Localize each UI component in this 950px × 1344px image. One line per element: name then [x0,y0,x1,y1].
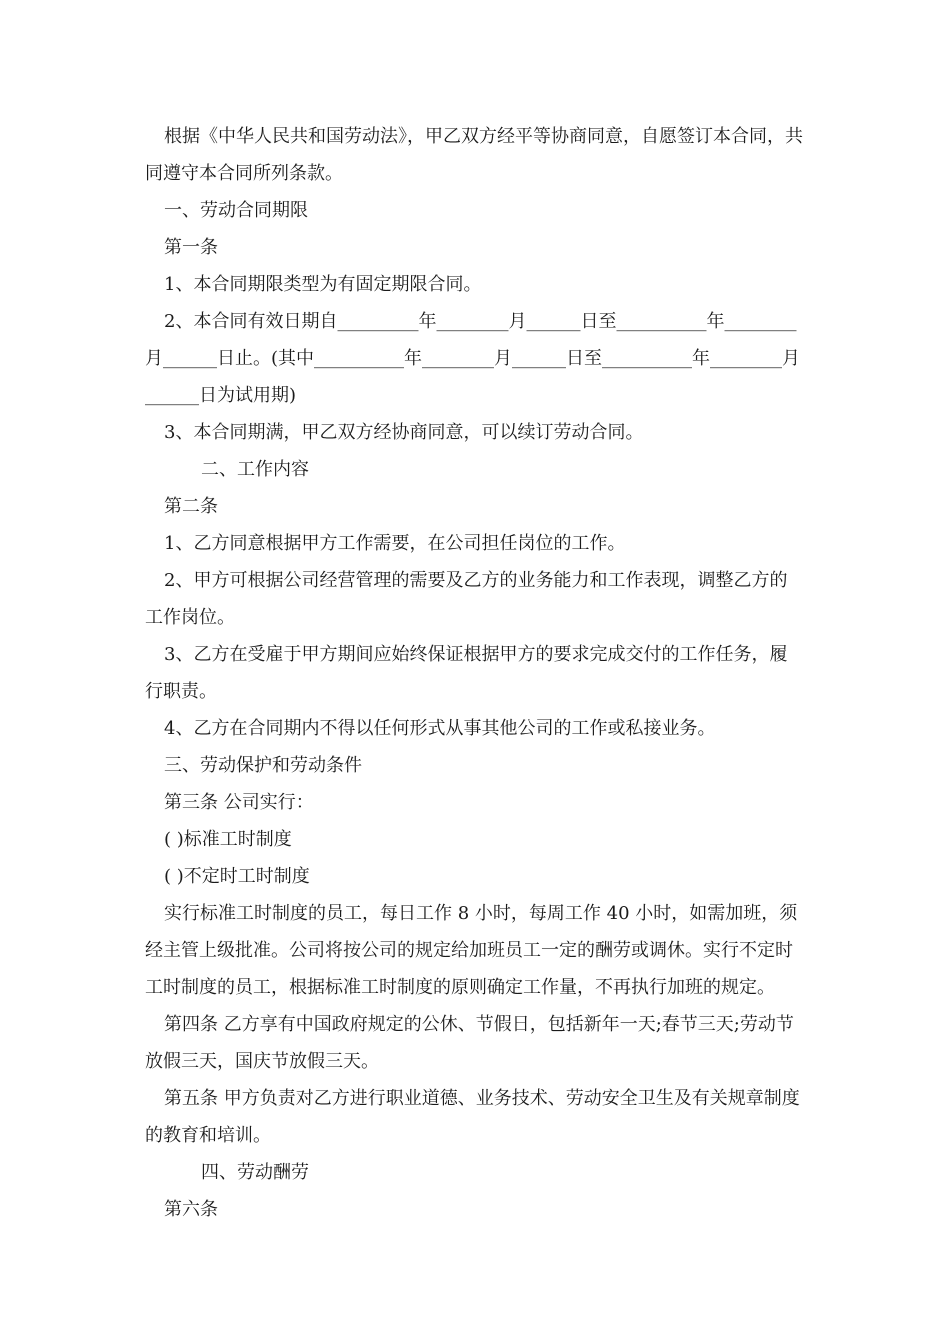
article-1-item-1: 1、本合同期限类型为有固定期限合同。 [164,274,482,295]
article-2-heading: 第二条 [164,496,218,517]
option-standard-hours: ( )标准工时制度 [164,829,292,850]
article-3-heading: 第三条 公司实行： [164,792,314,813]
article-1-item-2: 2、本合同有效日期自_________年________月______日至__________年________月______日止。(其中__________年________月______日至__________年________月______日为试用期) [145,311,801,406]
article-2-item-2: 2、甲方可根据公司经营管理的需要及乙方的业务能力和工作表现，调整乙方的工作岗位。 [145,570,788,628]
section-heading-protection: 三、劳动保护和劳动条件 [164,755,362,776]
article-1-item-3: 3、本合同期满，甲乙双方经协商同意，可以续订劳动合同。 [164,422,644,443]
article-5: 第五条 甲方负责对乙方进行职业道德、业务技术、劳动安全卫生及有关规章制度的教育和培训。 [145,1088,800,1146]
intro-paragraph: 根据《中华人民共和国劳动法》，甲乙双方经平等协商同意，自愿签订本合同，共同遵守本合同所列条款。 [145,126,803,184]
option-flexible-hours: ( )不定时工时制度 [164,866,310,887]
article-2-item-3: 3、乙方在受雇于甲方期间应始终保证根据甲方的要求完成交付的工作任务，履行职责。 [145,644,788,702]
article-3-body: 实行标准工时制度的员工，每日工作 8 小时，每周工作 40 小时，如需加班，须经主管上级批准。公司将按公司的规定给加班员工一定的酬劳或调休。实行不定时工时制度的员工，根据标准工时制度的原则确定工作量，不再执行加班的规定。 [145,903,798,998]
article-6-heading: 第六条 [164,1199,218,1220]
article-4: 第四条 乙方享有中国政府规定的公休、节假日，包括新年一天;春节三天;劳动节放假三天，国庆节放假三天。 [145,1014,794,1072]
section-heading-pay: 四、劳动酬劳 [201,1162,309,1183]
article-2-item-4: 4、乙方在合同期内不得以任何形式从事其他公司的工作或私接业务。 [164,718,716,739]
document-body [145,118,805,1228]
section-heading-term: 一、劳动合同期限 [164,200,308,221]
article-1-heading: 第一条 [164,237,218,258]
section-heading-work: 二、工作内容 [201,459,309,480]
article-2-item-1: 1、乙方同意根据甲方工作需要，在公司担任岗位的工作。 [164,533,626,554]
